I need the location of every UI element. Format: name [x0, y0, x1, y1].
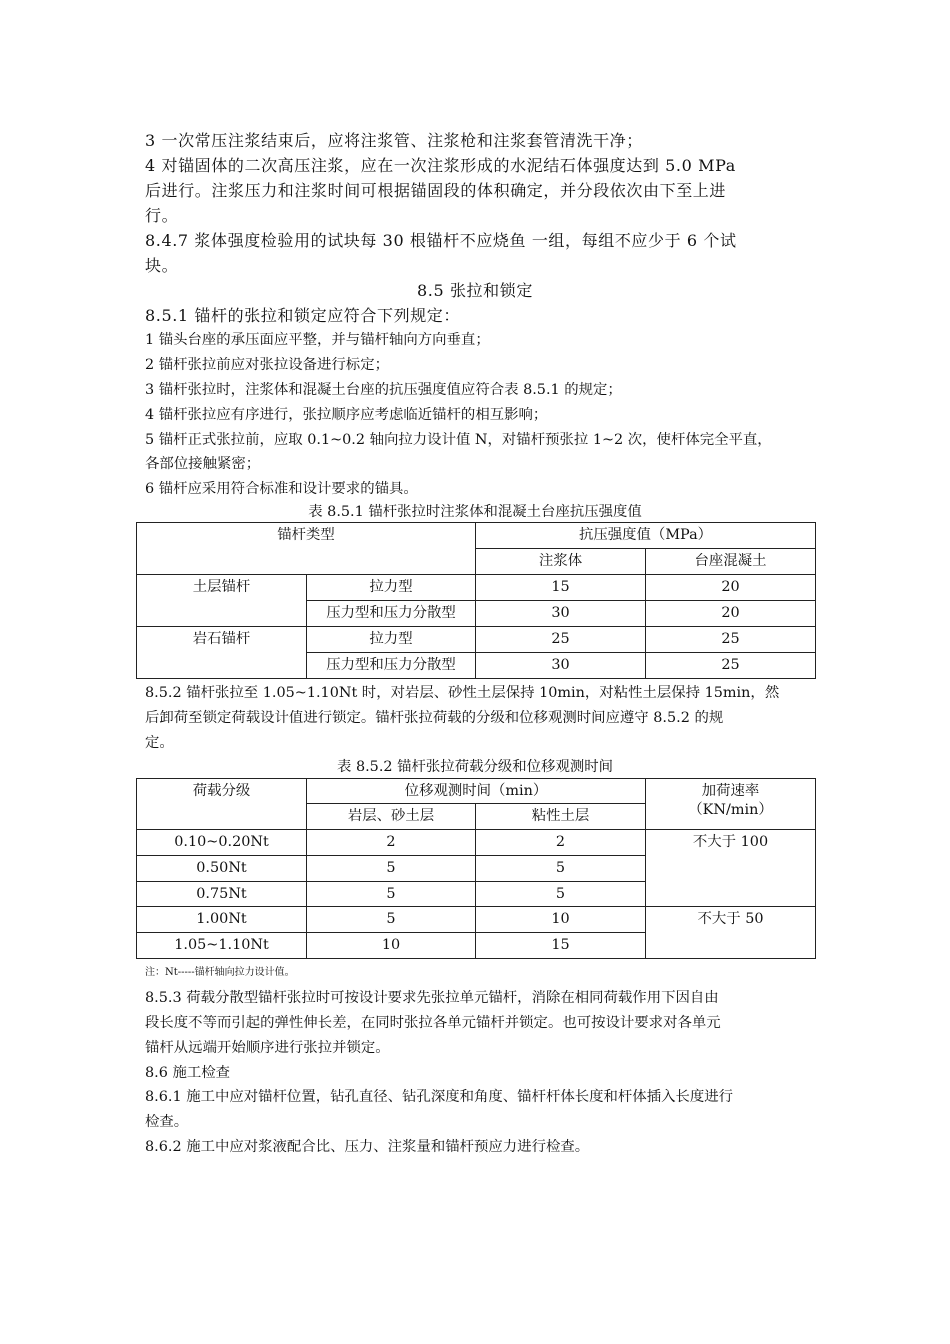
paragraph-861-end: 检查。	[145, 1114, 189, 1130]
paragraph-grouting-cleanup: 3 一次常压注浆结束后，应将注浆管、注浆枪和注浆套管清洗干净；	[145, 131, 643, 150]
header-rock-sand: 岩层、砂土层	[307, 804, 476, 830]
paragraph-852: 8.5.2 锚杆张拉至 1.05~1.10Nt 时，对岩层、砂性土层保持 10min，对粘性土层保持 15min，然	[145, 685, 780, 701]
cell-subtype: 压力型和压力分散型	[307, 601, 476, 627]
cell-clay-time: 15	[476, 933, 646, 959]
header-loading-rate-label: 加荷速率	[701, 783, 760, 799]
header-loading-rate	[646, 779, 816, 830]
paragraph-852-end: 定。	[145, 735, 174, 751]
cell-rock-time: 5	[307, 907, 476, 933]
table-8-5-1-caption: 表 8.5.1 锚杆张拉时注浆体和混凝土台座抗压强度值	[308, 504, 642, 520]
group-rock-anchor: 岩石锚杆	[137, 627, 307, 679]
table-row	[137, 830, 816, 856]
cell-grout: 30	[476, 601, 646, 627]
paragraph-862: 8.6.2 施工中应对浆液配合比、压力、注浆量和锚杆预应力进行检查。	[145, 1139, 590, 1155]
cell-rate-a: 不大于 100	[646, 830, 816, 907]
paragraph-secondary-grouting: 4 对锚固体的二次高压注浆，应在一次注浆形成的水泥结石体强度达到 5.0 MPa	[145, 156, 736, 175]
cell-clay-time: 5	[476, 856, 646, 882]
list-item-2: 2 锚杆张拉前应对张拉设备进行标定；	[145, 357, 389, 373]
cell-concrete: 20	[646, 575, 816, 601]
cell-subtype: 拉力型	[307, 627, 476, 653]
header-observation-time: 位移观测时间（min）	[307, 779, 646, 804]
cell-subtype: 压力型和压力分散型	[307, 653, 476, 679]
paragraph-secondary-grouting-cont: 后进行。注浆压力和注浆时间可根据锚固段的体积确定，并分段依次由下至上进	[145, 181, 727, 200]
header-compressive-strength: 抗压强度值（MPa）	[476, 523, 816, 549]
header-grout: 注浆体	[476, 549, 646, 575]
cell-clay-time: 2	[476, 830, 646, 856]
cell-concrete: 25	[646, 653, 816, 679]
cell-concrete: 20	[646, 601, 816, 627]
paragraph-853: 8.5.3 荷载分散型锚杆张拉时可按设计要求先张拉单元锚杆，消除在相同荷载作用下因自由	[145, 990, 719, 1006]
header-load-stage: 荷载分级	[137, 779, 307, 830]
header-anchor-type: 锚杆类型	[137, 523, 476, 575]
paragraph-853-cont: 段长度不等而引起的弹性伸长差，在同时张拉各单元锚杆并锁定。也可按设计要求对各单元	[145, 1015, 721, 1031]
list-item-6: 6 锚杆应采用符合标准和设计要求的锚具。	[145, 481, 418, 497]
paragraph-secondary-grouting-end: 行。	[145, 206, 179, 225]
cell-subtype: 拉力型	[307, 575, 476, 601]
table-row	[137, 575, 816, 601]
table-8-5-2	[136, 778, 816, 959]
cell-rock-time: 5	[307, 882, 476, 907]
table-row	[137, 907, 816, 933]
cell-clay-time: 10	[476, 907, 646, 933]
cell-load: 0.50Nt	[137, 856, 307, 882]
paragraph-851: 8.5.1 锚杆的张拉和锁定应符合下列规定：	[145, 306, 460, 325]
paragraph-861: 8.6.1 施工中应对锚杆位置，钻孔直径、钻孔深度和角度、锚杆杆体长度和杆体插入长度进行	[145, 1089, 734, 1105]
cell-rock-time: 5	[307, 856, 476, 882]
section-heading-8-5: 8.5 张拉和锁定	[417, 281, 533, 300]
list-item-1: 1 锚头台座的承压面应平整，并与锚杆轴向方向垂直；	[145, 332, 490, 348]
cell-clay-time: 5	[476, 882, 646, 907]
cell-grout: 15	[476, 575, 646, 601]
paragraph-852-cont: 后卸荷至锁定荷载设计值进行锁定。锚杆张拉荷载的分级和位移观测时间应遵守 8.5.2 的规	[145, 710, 724, 726]
list-item-4: 4 锚杆张拉应有序进行，张拉顺序应考虑临近锚杆的相互影响；	[145, 407, 548, 423]
list-item-5-cont: 各部位接触紧密；	[145, 456, 261, 472]
cell-concrete: 25	[646, 627, 816, 653]
header-loading-rate-unit: （KN/min）	[688, 802, 773, 818]
cell-rock-time: 2	[307, 830, 476, 856]
list-item-5: 5 锚杆正式张拉前，应取 0.1~0.2 轴向拉力设计值 N，对锚杆预张拉 1~2 次，使杆体完全平直，	[145, 432, 772, 448]
paragraph-853-end: 锚杆从远端开始顺序进行张拉并锁定。	[145, 1040, 390, 1056]
table-8-5-2-caption: 表 8.5.2 锚杆张拉荷载分级和位移观测时间	[336, 759, 614, 775]
header-pedestal-concrete: 台座混凝土	[646, 549, 816, 575]
table-row	[137, 627, 816, 653]
cell-load: 0.10~0.20Nt	[137, 830, 307, 856]
cell-grout: 25	[476, 627, 646, 653]
header-clay: 粘性土层	[476, 804, 646, 830]
paragraph-847: 8.4.7 浆体强度检验用的试块每 30 根锚杆不应烧鱼 一组，每组不应少于 6 个试	[145, 231, 737, 250]
cell-rate-b: 不大于 50	[646, 907, 816, 959]
cell-load: 1.00Nt	[137, 907, 307, 933]
paragraph-847-end: 块。	[145, 256, 179, 275]
group-soil-anchor: 土层锚杆	[137, 575, 307, 627]
cell-load: 0.75Nt	[137, 882, 307, 907]
list-item-3: 3 锚杆张拉时，注浆体和混凝土台座的抗压强度值应符合表 8.5.1 的规定；	[145, 382, 622, 398]
table-note: 注：Nt-----锚杆轴向拉力设计值。	[145, 967, 295, 978]
cell-load: 1.05~1.10Nt	[137, 933, 307, 959]
cell-rock-time: 10	[307, 933, 476, 959]
cell-grout: 30	[476, 653, 646, 679]
table-8-5-1	[136, 522, 816, 679]
section-heading-8-6: 8.6 施工检查	[145, 1065, 231, 1081]
